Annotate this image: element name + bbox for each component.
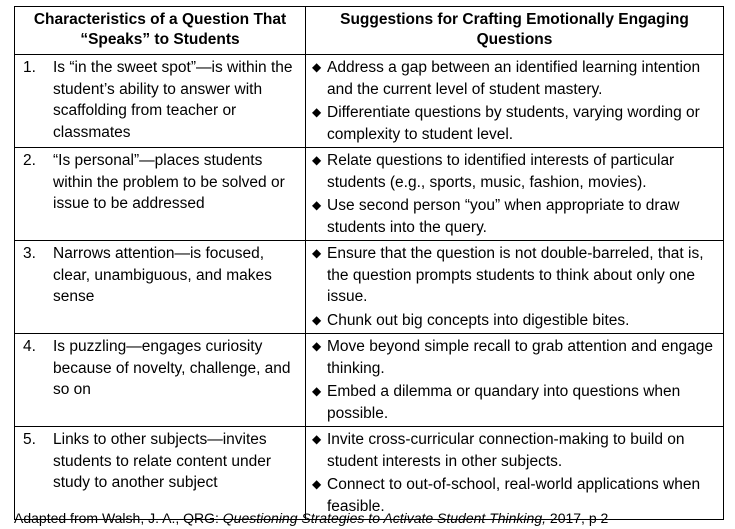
characteristic-cell [15, 241, 306, 334]
diamond-bullet-icon: ◆ [312, 246, 322, 260]
table-row [15, 241, 724, 334]
diamond-bullet-icon: ◆ [312, 105, 322, 119]
suggestion-item [312, 150, 719, 193]
characteristic-text: Is puzzling—engages curiosity because of novelty, challenge, and so on [53, 338, 291, 398]
suggestions-cell [306, 241, 724, 334]
suggestions-cell [306, 55, 724, 148]
characteristics-table [14, 6, 724, 520]
suggestion-item [312, 57, 719, 100]
suggestion-item [312, 429, 719, 472]
suggestion-text: Ensure that the question is not double-barreled, that is, the question prompts students to think about only one issue. [327, 245, 704, 305]
suggestions-cell [306, 427, 724, 520]
suggestion-text: Move beyond simple recall to grab attention and engage thinking. [327, 338, 714, 377]
caption-prefix: Adapted from Walsh, J. A., QRG: [14, 510, 223, 526]
row-number: 5. [23, 431, 36, 448]
caption-suffix: 2017, p 2 [546, 510, 609, 526]
suggestion-text: Invite cross-curricular connection-making to build on student interests in other subjects. [327, 431, 685, 470]
characteristic-cell [15, 55, 306, 148]
caption-title: Questioning Strategies to Activate Student Thinking, [222, 510, 547, 526]
diamond-bullet-icon: ◆ [312, 384, 322, 398]
row-number: 3. [23, 245, 36, 262]
characteristic-cell [15, 427, 306, 520]
table-row [15, 334, 724, 427]
suggestions-cell [306, 148, 724, 241]
suggestion-item [312, 243, 719, 308]
suggestion-item [312, 195, 719, 238]
suggestion-item [312, 381, 719, 424]
suggestion-text: Embed a dilemma or quandary into questions when possible. [327, 383, 681, 422]
table-row [15, 55, 724, 148]
row-number: 1. [23, 59, 36, 76]
header-suggestions: Suggestions for Crafting Emotionally Engaging Questions [306, 7, 724, 55]
suggestion-text: Chunk out big concepts into digestible bites. [327, 311, 630, 329]
characteristic-cell [15, 334, 306, 427]
characteristic-text: Links to other subjects—invites students to relate content under study to another subject [53, 431, 272, 491]
diamond-bullet-icon: ◆ [312, 60, 322, 74]
suggestion-text: Differentiate questions by students, varying wording or complexity to student level. [327, 104, 700, 143]
suggestion-text: Use second person “you” when appropriate to draw students into the query. [327, 197, 680, 236]
header-characteristics: Characteristics of a Question That “Speaks” to Students [15, 7, 306, 55]
characteristic-text: “Is personal”—places students within the problem to be solved or issue to be addressed [53, 152, 285, 212]
characteristic-text: Narrows attention—is focused, clear, unambiguous, and makes sense [53, 245, 272, 305]
suggestion-item [312, 102, 719, 145]
suggestion-item [312, 310, 719, 332]
row-number: 2. [23, 152, 36, 169]
table-row [15, 427, 724, 520]
diamond-bullet-icon: ◆ [312, 312, 322, 327]
suggestion-text: Relate questions to identified interests of particular students (e.g., sports, music, fashion, movies). [327, 152, 675, 191]
table-header-row [15, 7, 724, 55]
table-row [15, 148, 724, 241]
characteristic-cell [15, 148, 306, 241]
suggestion-text: Connect to out-of-school, real-world applications when feasible. [327, 476, 701, 515]
suggestion-text: Address a gap between an identified learning intention and the current level of student mastery. [327, 59, 701, 98]
diamond-bullet-icon: ◆ [312, 432, 322, 446]
row-number: 4. [23, 338, 36, 355]
diamond-bullet-icon: ◆ [312, 477, 322, 491]
diamond-bullet-icon: ◆ [312, 153, 322, 167]
diamond-bullet-icon: ◆ [312, 198, 322, 212]
source-caption [14, 509, 608, 527]
suggestions-cell [306, 334, 724, 427]
diamond-bullet-icon: ◆ [312, 339, 322, 353]
suggestion-item [312, 336, 719, 379]
characteristic-text: Is “in the sweet spot”—is within the student’s ability to answer with scaffolding from teacher or classmates [53, 59, 293, 141]
